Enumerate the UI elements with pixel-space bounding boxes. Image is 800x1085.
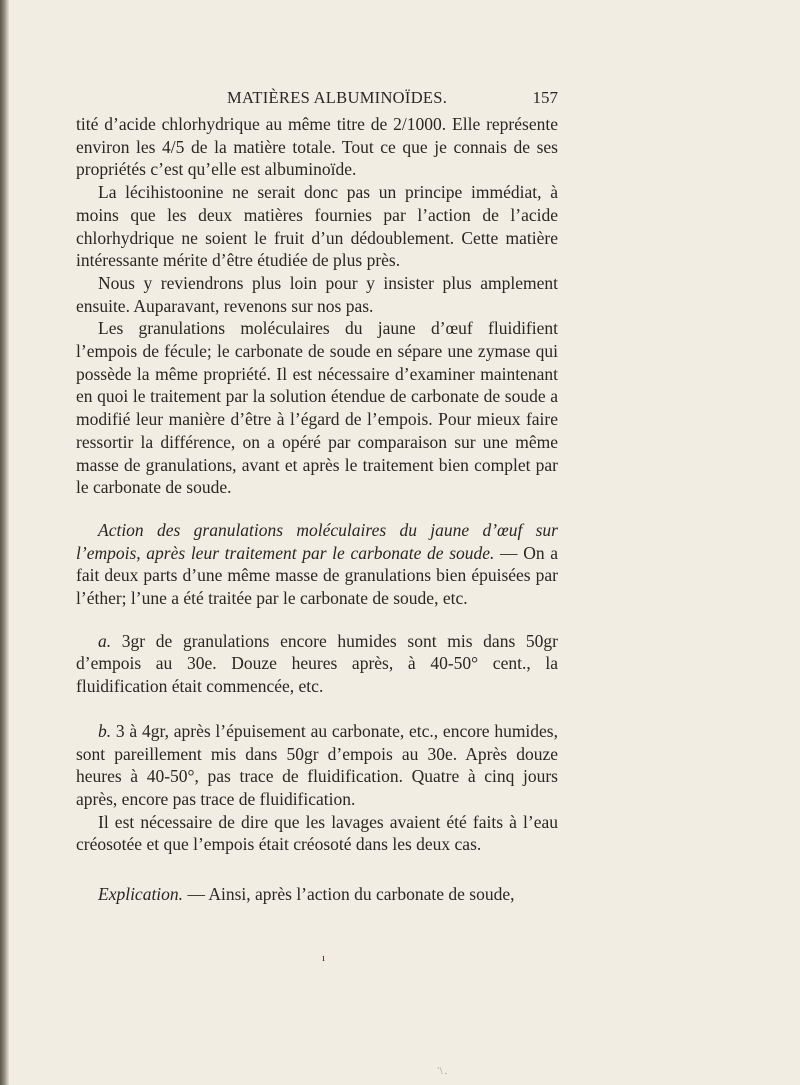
paragraph-lecihistoonine: La lécihistoonine ne serait donc pas un principe immédiat, à moins que les deux matières fournies par l’action de l’acide chlorhydrique ne soient le fruit d’un dédoublement. Cette matière intéressante mérite d’être étudiée de plus près. xyxy=(76,182,558,271)
item-a-label: a. xyxy=(98,630,112,651)
page-binding-edge xyxy=(0,0,9,1085)
page-number: 157 xyxy=(532,88,558,107)
body-text xyxy=(76,113,558,906)
paragraph-lavages: Il est nécessaire de dire que les lavages avaient été faits à l’eau créosotée et que l’empois était créosoté dans les deux cas. xyxy=(76,811,558,855)
paragraph-reviendrons: Nous y reviendrons plus loin pour y insister plus amplement ensuite. Auparavant, revenons sur nos pas. xyxy=(76,272,558,316)
running-title: MATIÈRES ALBUMINOÏDES. xyxy=(227,88,448,107)
item-b-label: b. xyxy=(98,720,112,741)
paragraph-granulations: Les granulations moléculaires du jaune d’œuf fluidifient l’empois de fécule; le carbonate de soude en sépare une zymase qui possède la même propriété. Il est nécessaire d’examiner maintenant en quoi le traitement par la solution étendue de carbonate de soude a modifié leur manière d’être à l’égard de l’empois. Pour mieux faire ressortir la différence, on a opéré par comparaison sur une même masse de granulations, avant et après le traitement bien complet par le carbonate de soude. xyxy=(76,318,558,498)
section-text: — On a fait deux parts d’une même masse de granulations bien épuisées par l’éther; l’une a été traitée par le carbonate de soude, etc. xyxy=(76,542,558,609)
section-heading: Action des granulations moléculaires du jaune d’œuf sur l’empois, après leur traitement par le carbonate de soude. xyxy=(76,519,558,563)
explication-label: Explication. xyxy=(98,884,184,905)
item-a-text: 3gr de granulations encore humides sont mis dans 50gr d’empois au 30e. Douze heures après, à 40-50° cent., la fluidification était commencée, etc. xyxy=(76,630,558,697)
bottom-mark: ı xyxy=(322,952,326,964)
section-paragraph xyxy=(76,519,558,610)
paragraph-continuation: tité d’acide chlorhydrique au même titre de 2/1000. Elle représente environ les 4/5 de la matière totale. Tout ce que je connais de ses propriétés c’est qu’elle est albuminoïde. xyxy=(76,114,558,180)
item-b xyxy=(76,720,558,811)
item-b-text: 3 à 4gr, après l’épuisement au carbonate, etc., encore humides, sont pareillement mis dans 50gr d’empois au 30e. Après douze heures à 40-50°, pas trace de fluidification. Quatre à cinq jours après, encore pas trace de fluidification. xyxy=(76,720,558,809)
explication-paragraph xyxy=(76,883,558,906)
running-header xyxy=(76,88,558,112)
footer-mark: `\ . xyxy=(437,1066,447,1076)
item-a xyxy=(76,630,558,698)
explication-text: — Ainsi, après l’action du carbonate de soude, xyxy=(183,884,515,905)
